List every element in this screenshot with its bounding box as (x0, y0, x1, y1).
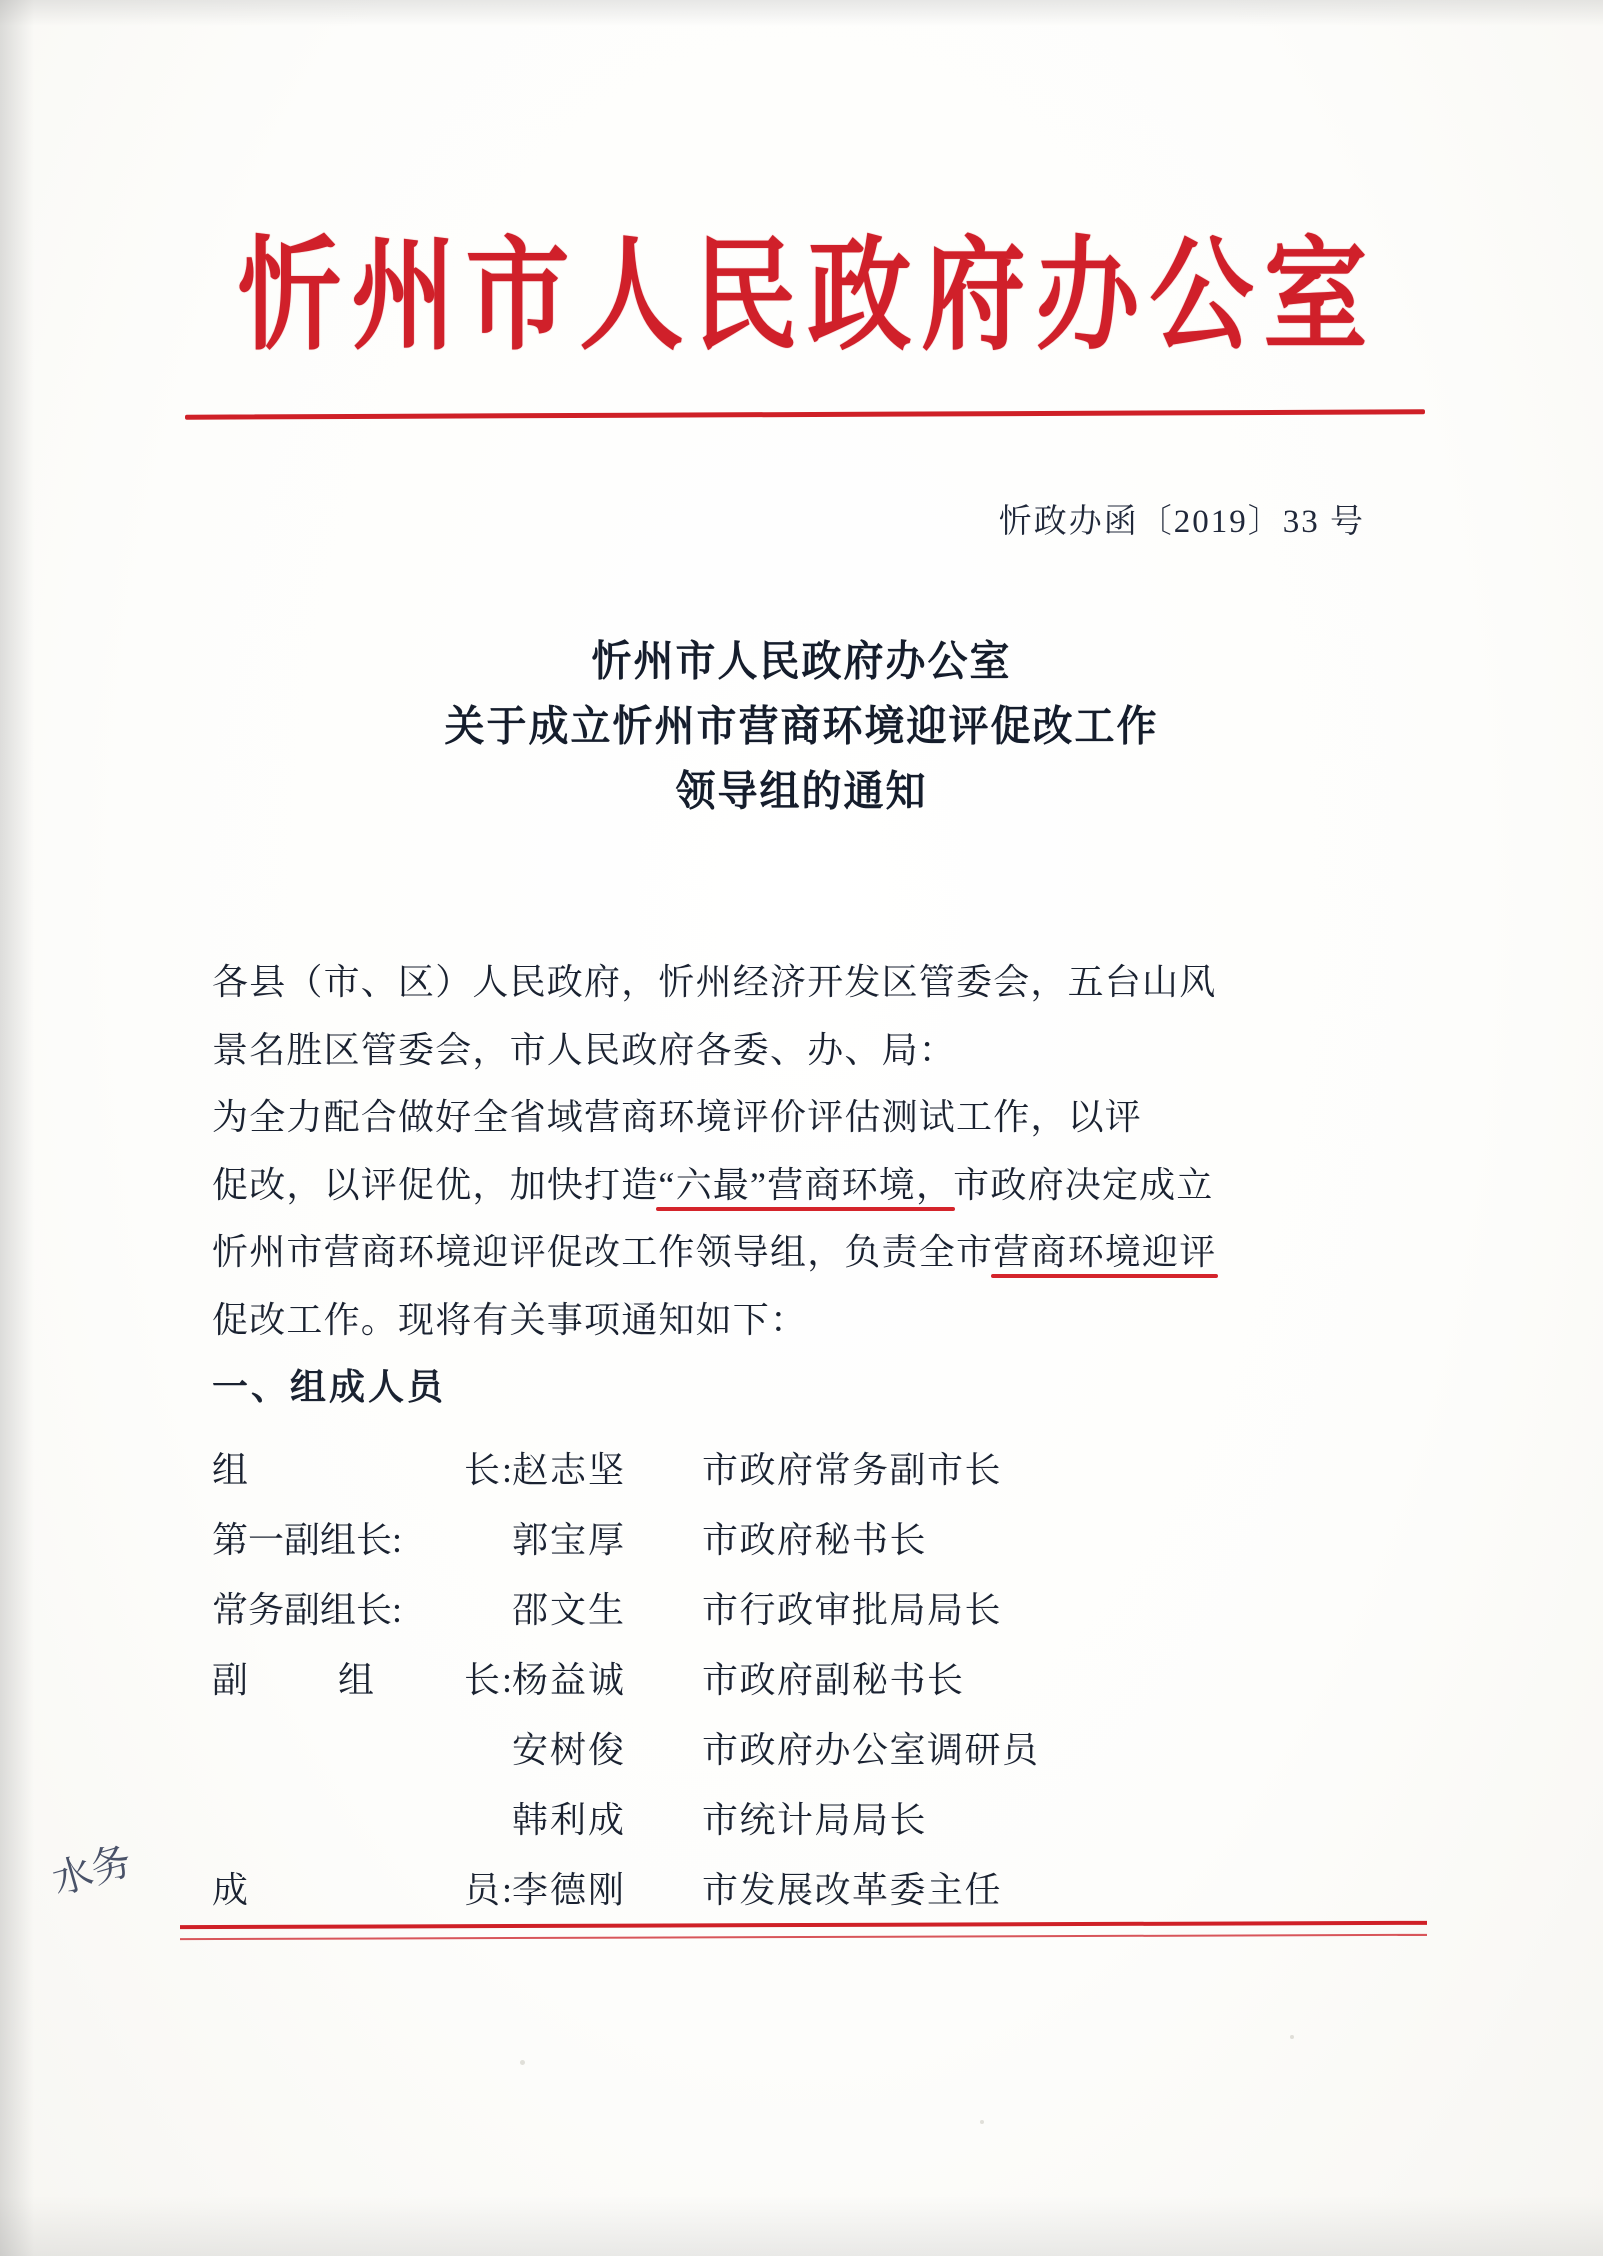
roster-row (212, 1872, 1403, 1942)
roster-role: 第一副组长: (212, 1520, 403, 1560)
roster-name: 李德刚 (512, 1870, 627, 1910)
roster-row (212, 1592, 1403, 1662)
paragraph-1-line-3-part-a: 忻州市营商环境迎评促改工作领导组，负责全市 (212, 1232, 994, 1273)
paragraph-1-line-2 (212, 1153, 1403, 1219)
roster-title: 市政府副秘书长 (702, 1660, 965, 1700)
paragraph-1-line-2-part-a: 促改，以评促优，加快打造 (212, 1164, 659, 1205)
roster-role-char: 副 (212, 1660, 249, 1700)
document-title (0, 630, 1603, 824)
document-body (212, 950, 1403, 1423)
handwritten-annotation: 水务 (47, 1837, 137, 1904)
section-heading-members: 一、组成人员 (212, 1367, 447, 1408)
masthead (0, 229, 1603, 366)
paragraph-1-line-1: 为全力配合做好全省域营商环境评价评估测试工作，以评 (212, 1097, 1143, 1138)
roster-name: 杨益诚 (512, 1660, 627, 1700)
roster-role (212, 1662, 512, 1698)
roster-title: 市政府秘书长 (702, 1520, 928, 1560)
document-title-line-1: 忻州市人民政府办公室 (591, 637, 1012, 686)
roster-title: 市统计局局长 (702, 1800, 928, 1840)
roster-role-char: 成 (212, 1870, 249, 1910)
roster-title: 市政府办公室调研员 (702, 1730, 1040, 1770)
masthead-divider-rule (185, 409, 1425, 419)
document-title-line-3: 领导组的通知 (675, 767, 928, 815)
roster-row (212, 1452, 1403, 1522)
roster-title: 市政府常务副市长 (702, 1450, 1003, 1490)
paragraph-1-line-3 (212, 1220, 1403, 1286)
roster-name: 安树俊 (512, 1730, 627, 1770)
roster-role (212, 1872, 512, 1908)
roster-role: 常务副组长: (212, 1590, 403, 1630)
addressee-line-2: 景名胜区管委会，市人民政府各委、办、局： (212, 1029, 957, 1070)
roster-name: 赵志坚 (512, 1450, 627, 1490)
roster-row (212, 1732, 1403, 1802)
paragraph-1-line-2-part-b: 市政府决定成立 (953, 1164, 1214, 1205)
roster-role-char: 组 (212, 1450, 249, 1490)
document-number: 忻政办函〔2019〕33 号 (998, 504, 1365, 540)
roster-name: 郭宝厚 (512, 1520, 627, 1560)
roster-row (212, 1522, 1403, 1592)
roster-role-char: 组 (337, 1660, 374, 1700)
roster-row (212, 1802, 1403, 1872)
paragraph-1-underlined-phrase-2: 营商环境迎评 (993, 1232, 1217, 1273)
roster-title: 市行政审批局局长 (702, 1590, 1003, 1630)
roster-role-char: 长: (463, 1450, 512, 1490)
roster-name: 邵文生 (512, 1590, 627, 1630)
roster-title: 市发展改革委主任 (702, 1870, 1003, 1910)
document-title-line-2: 关于成立忻州市营商环境迎评促改工作 (444, 702, 1159, 750)
addressee-line-1: 各县（市、区）人民政府，忻州经济开发区管委会，五台山风 (212, 962, 1217, 1002)
member-roster (212, 1452, 1403, 1942)
paragraph-1-underlined-phrase-1: “六最”营商环境， (658, 1164, 954, 1205)
masthead-title: 忻州市人民政府办公室 (237, 229, 1378, 366)
roster-name: 韩利成 (512, 1800, 627, 1840)
roster-role-char: 员: (463, 1870, 512, 1910)
roster-row (212, 1662, 1403, 1732)
paragraph-1-line-4: 促改工作。现将有关事项通知如下： (212, 1299, 808, 1340)
roster-role-char: 长: (463, 1660, 512, 1700)
roster-role (212, 1452, 512, 1488)
